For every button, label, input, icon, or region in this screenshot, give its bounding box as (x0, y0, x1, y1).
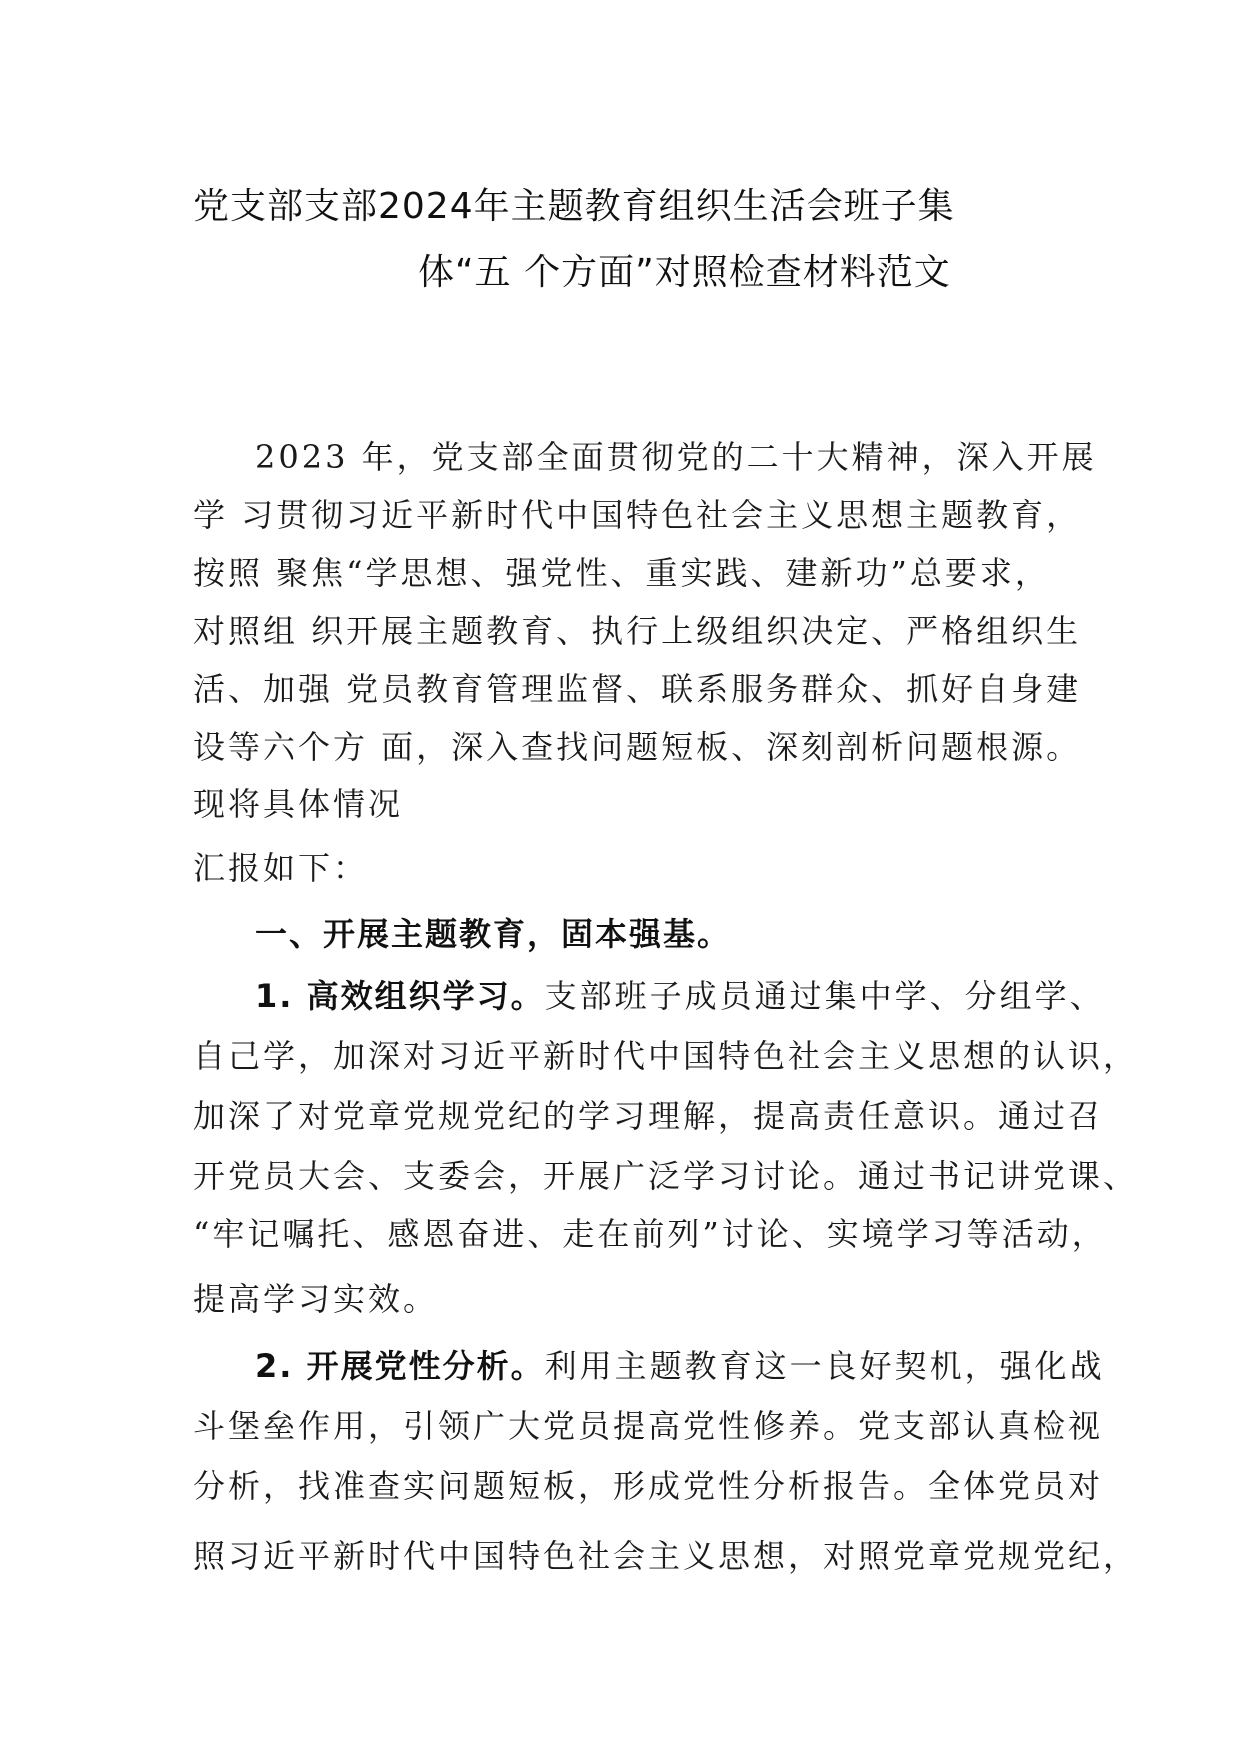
section-heading-1: 一、开展主题教育，固本强基。 (255, 915, 732, 953)
item1-line-6: 提高学习实效。 (193, 1280, 439, 1318)
intro-line-5: 活、加强 党员教育管理监督、联系服务群众、抓好自身建 (193, 670, 1082, 708)
document-title-line-2: 体“五 个方面”对照检查材料范文 (418, 252, 951, 293)
item1-line-1 (255, 971, 1105, 1017)
item2-line-4: 照习近平新时代中国特色社会主义思想，对照党章党规党纪， (193, 1537, 1139, 1575)
intro-line-8: 汇报如下： (193, 849, 369, 887)
item1-line-2: 自己学，加深对习近平新时代中国特色社会主义思想的认识， (193, 1037, 1139, 1075)
item2-line-1 (255, 1341, 1105, 1387)
intro-line-1: 2023 年，党支部全面贯彻党的二十大精神，深入开展 (255, 438, 1097, 476)
item2-line-3: 分析，找准查实问题短板，形成党性分析报告。全体党员对 (193, 1467, 1104, 1505)
intro-line-6: 设等六个方 面，深入查找问题短板、深刻剖析问题根源。 (193, 728, 1082, 766)
intro-line-4: 对照组 织开展主题教育、执行上级组织决定、严格组织生 (193, 612, 1082, 650)
item1-line-5: “牢记嘱托、感恩奋进、走在前列”讨论、实境学习等活动， (193, 1215, 1107, 1253)
intro-line-3: 按照 聚焦“学思想、强党性、重实践、建新功”总要求， (193, 554, 1050, 592)
item1-lead: 1. 高效组织学习。 (255, 977, 545, 1015)
item2-first-line-text: 利用主题教育这一良好契机，强化战 (544, 1347, 1105, 1385)
item1-first-line-text: 支部班子成员通过集中学、分组学、 (544, 977, 1105, 1015)
item2-line-2: 斗堡垒作用，引领广大党员提高党性修养。党支部认真检视 (193, 1407, 1104, 1445)
intro-line-7: 现将具体情况 (193, 785, 404, 823)
item2-lead: 2. 开展党性分析。 (255, 1347, 545, 1385)
intro-line-2: 学 习贯彻习近平新时代中国特色社会主义思想主题教育， (193, 496, 1082, 534)
document-title-line-1: 党支部支部2024年主题教育组织生活会班子集 (193, 186, 955, 227)
item1-line-3: 加深了对党章党规党纪的学习理解，提高责任意识。通过召 (193, 1097, 1104, 1135)
item1-line-4: 开党员大会、支委会，开展广泛学习讨论。通过书记讲党课、 (193, 1157, 1139, 1195)
